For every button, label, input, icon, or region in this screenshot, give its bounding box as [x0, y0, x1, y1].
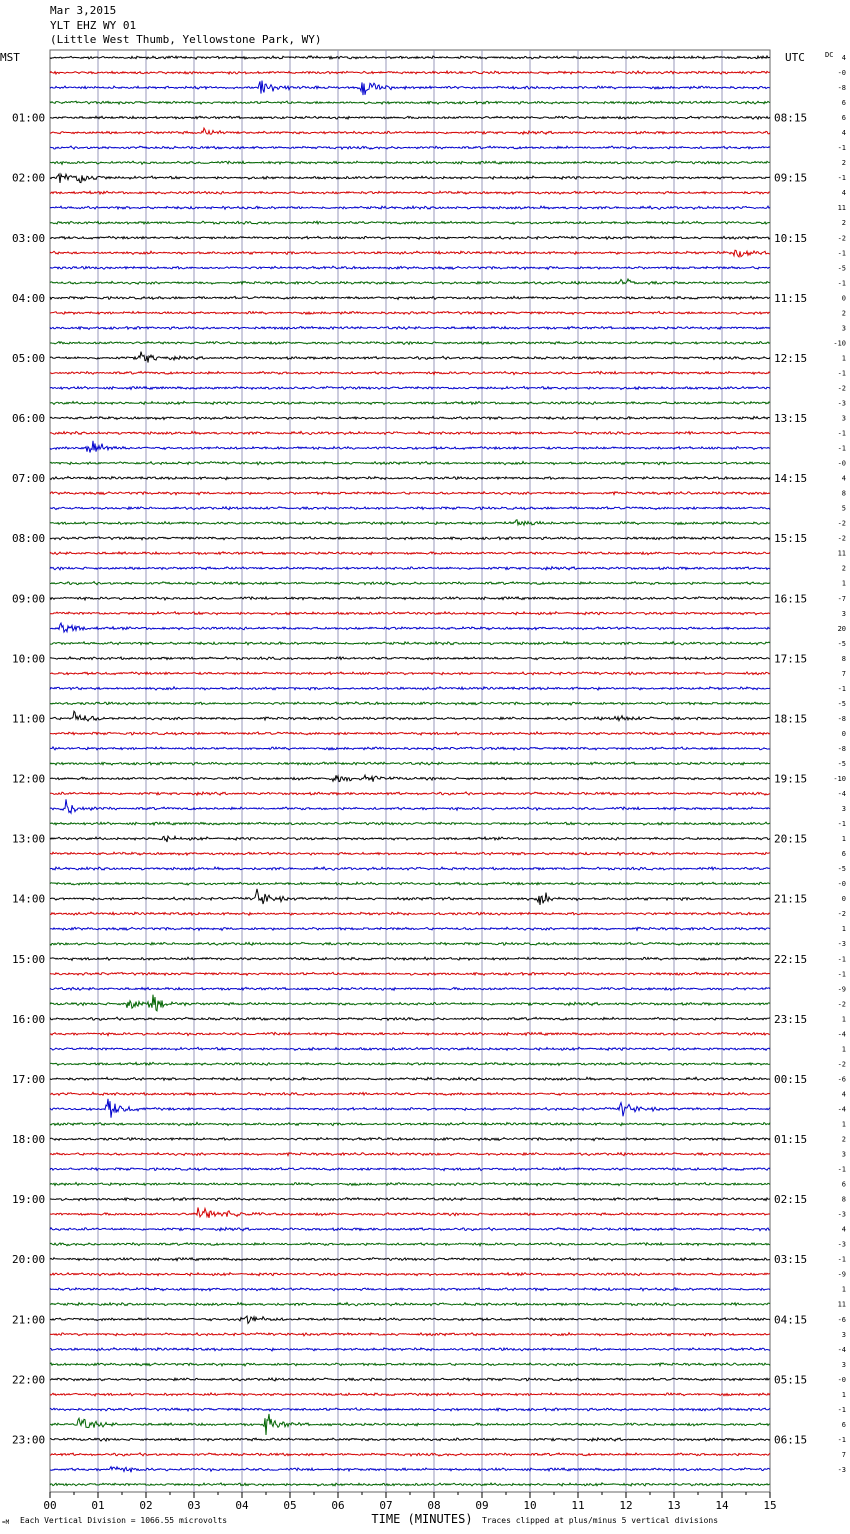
utc-hour-label: 15:15 — [774, 532, 808, 546]
trace-row — [50, 371, 770, 374]
dc-offset-label: 2 — [841, 159, 846, 168]
utc-hour-label: 16:15 — [774, 592, 808, 606]
utc-hour-label: 12:15 — [774, 351, 808, 365]
utc-hour-label: 09:15 — [774, 171, 808, 185]
trace-row — [50, 1288, 770, 1291]
trace-row — [50, 1198, 770, 1201]
dc-offset-label: -1 — [837, 1255, 846, 1264]
trace-row — [50, 1168, 770, 1171]
utc-hour-label: 20:15 — [774, 832, 808, 846]
x-tick-label: 12 — [619, 1499, 633, 1512]
mst-hour-label: 02:00 — [12, 171, 46, 185]
dc-offset-label: 3 — [841, 609, 846, 618]
x-tick-label: 09 — [475, 1499, 489, 1512]
utc-hour-label: 03:15 — [774, 1253, 808, 1267]
dc-offset-label: -9 — [837, 1270, 846, 1279]
dc-offset-label: 2 — [841, 219, 846, 228]
dc-offset-label: -5 — [837, 639, 846, 648]
trace-row — [50, 987, 770, 990]
mst-hour-label: 13:00 — [12, 832, 46, 846]
utc-hour-label: 17:15 — [774, 652, 808, 666]
trace-row — [50, 597, 770, 600]
dc-offset-label: -1 — [837, 820, 846, 829]
dc-offset-label: -3 — [837, 1465, 846, 1474]
trace-row — [50, 1092, 770, 1095]
left-timezone-label: MST — [0, 51, 20, 64]
trace-row — [50, 642, 770, 645]
mst-hour-label: 03:00 — [12, 231, 46, 245]
trace-row — [50, 1153, 770, 1156]
utc-hour-label: 13:15 — [774, 412, 808, 426]
scale-marker: =M — [2, 1519, 10, 1526]
dc-offset-label: 1 — [841, 1045, 846, 1054]
dc-offset-label: 6 — [841, 1420, 846, 1429]
utc-hour-label: 22:15 — [774, 952, 808, 966]
trace-row — [50, 972, 770, 975]
x-tick-label: 00 — [43, 1499, 57, 1512]
utc-hour-label: 14:15 — [774, 472, 808, 486]
dc-offset-label: 4 — [841, 189, 846, 198]
dc-offset-label: 3 — [841, 805, 846, 814]
dc-offset-label: 11 — [837, 549, 846, 558]
trace-row — [50, 822, 770, 825]
dc-offset-label: 8 — [841, 654, 846, 663]
trace-row — [50, 1483, 770, 1486]
dc-offset-label: -8 — [837, 84, 846, 93]
utc-hour-label: 23:15 — [774, 1012, 808, 1026]
trace-row — [50, 1273, 770, 1276]
trace-row — [50, 732, 770, 735]
trace-row — [50, 236, 770, 239]
dc-offset-label: 0 — [841, 294, 846, 303]
dc-offset-label: -1 — [837, 1405, 846, 1414]
trace-row — [50, 1333, 770, 1336]
location-label: (Little West Thumb, Yellowstone Park, WY) — [50, 33, 322, 46]
utc-hour-label: 01:15 — [774, 1133, 808, 1147]
station-label: YLT EHZ WY 01 — [50, 18, 137, 32]
mst-hour-label: 01:00 — [12, 111, 46, 125]
dc-offset-label: -5 — [837, 865, 846, 874]
dc-offset-label: -2 — [837, 1060, 846, 1069]
dc-offset-label: -2 — [837, 384, 846, 393]
dc-offset-label: 6 — [841, 850, 846, 859]
trace-row — [50, 462, 770, 465]
mst-hour-label: 06:00 — [12, 412, 46, 426]
dc-offset-label: -2 — [837, 234, 846, 243]
mst-hour-label: 12:00 — [12, 772, 46, 786]
trace-row — [50, 174, 770, 183]
trace-row — [50, 441, 770, 453]
trace-row — [50, 882, 770, 885]
seismic-traces — [50, 56, 770, 1486]
trace-row — [50, 279, 770, 284]
dc-offset-label: 6 — [841, 99, 846, 108]
trace-row — [50, 1137, 770, 1140]
trace-row — [50, 612, 770, 615]
dc-offset-label: 1 — [841, 1390, 846, 1399]
mst-hour-label: 07:00 — [12, 472, 46, 486]
dc-offset-label: 4 — [841, 1090, 846, 1099]
dc-offset-label: 4 — [841, 1225, 846, 1234]
trace-row — [50, 1438, 770, 1441]
dc-offset-label: -5 — [837, 759, 846, 768]
mst-hour-label: 17:00 — [12, 1072, 46, 1086]
dc-offset-label: 1 — [841, 1285, 846, 1294]
trace-row — [50, 711, 770, 721]
dc-offset-label: -1 — [837, 684, 846, 693]
dc-offset-label: -10 — [833, 339, 846, 348]
trace-row — [50, 889, 770, 905]
dc-offset-label: -1 — [837, 444, 846, 453]
dc-offset-label: -6 — [837, 1075, 846, 1084]
utc-hour-label: 21:15 — [774, 892, 808, 906]
dc-offset-label: 5 — [841, 504, 846, 513]
trace-row — [50, 1208, 770, 1218]
trace-row — [50, 1077, 770, 1080]
dc-offset-label: -3 — [837, 1210, 846, 1219]
dc-offset-label: -3 — [837, 940, 846, 949]
trace-row — [50, 477, 770, 480]
trace-row — [50, 71, 770, 74]
trace-row — [50, 942, 770, 945]
dc-offset-label: 3 — [841, 1150, 846, 1159]
dc-offset-label: 8 — [841, 1195, 846, 1204]
dc-offset-label: -1 — [837, 144, 846, 153]
mst-hour-label: 05:00 — [12, 351, 46, 365]
mst-hour-label: 18:00 — [12, 1133, 46, 1147]
dc-offset-label: -4 — [837, 1030, 846, 1039]
dc-offset-label: -1 — [837, 1165, 846, 1174]
utc-hour-label: 04:15 — [774, 1313, 808, 1327]
dc-offset-label: -8 — [837, 744, 846, 753]
trace-row — [50, 1348, 770, 1351]
trace-row — [50, 657, 770, 660]
trace-row — [50, 1062, 770, 1065]
utc-hour-label: 06:15 — [774, 1433, 808, 1447]
trace-row — [50, 912, 770, 915]
trace-row — [50, 266, 770, 269]
dc-offset-label: -1 — [837, 279, 846, 288]
dc-offset-label: 4 — [841, 54, 846, 63]
dc-offset-label: 3 — [841, 324, 846, 333]
dc-offset-label: 7 — [841, 1450, 846, 1459]
trace-row — [50, 101, 770, 104]
x-tick-label: 06 — [331, 1499, 345, 1512]
x-tick-label: 14 — [715, 1499, 729, 1512]
mst-hour-label: 19:00 — [12, 1193, 46, 1207]
dc-offset-label: 6 — [841, 114, 846, 123]
dc-offset-label: -3 — [837, 399, 846, 408]
trace-row — [50, 747, 770, 750]
dc-offset-label: 2 — [841, 1135, 846, 1144]
trace-row — [50, 342, 770, 345]
dc-offset-label: -1 — [837, 369, 846, 378]
x-tick-label: 03 — [187, 1499, 201, 1512]
trace-row — [50, 1122, 770, 1125]
dc-offset-label: -8 — [837, 714, 846, 723]
utc-hour-label: 00:15 — [774, 1072, 808, 1086]
x-tick-label: 15 — [763, 1499, 777, 1512]
dc-offset-label: -5 — [837, 264, 846, 273]
trace-row — [50, 552, 770, 555]
trace-row — [50, 296, 770, 299]
date-label: Mar 3,2015 — [50, 4, 117, 17]
dc-offset-label: 3 — [841, 1360, 846, 1369]
dc-offset-label: -1 — [837, 1435, 846, 1444]
trace-row — [50, 431, 770, 434]
trace-row — [50, 957, 770, 960]
mst-hour-label: 23:00 — [12, 1433, 46, 1447]
mst-hour-label: 22:00 — [12, 1373, 46, 1387]
dc-offset-label: 1 — [841, 925, 846, 934]
trace-row — [50, 1183, 770, 1186]
trace-row — [50, 191, 770, 194]
dc-offset-label: -7 — [837, 594, 846, 603]
dc-offset-label: 11 — [837, 204, 846, 213]
trace-row — [50, 927, 770, 930]
trace-row — [50, 1099, 770, 1118]
dc-offset-label: -5 — [837, 699, 846, 708]
dc-offset-label: 0 — [841, 729, 846, 738]
dc-offset-label: 0 — [841, 895, 846, 904]
utc-hour-label: 10:15 — [774, 231, 808, 245]
dc-offset-label: -1 — [837, 955, 846, 964]
dc-header-label: DC — [825, 51, 834, 59]
axis-labels — [12, 54, 846, 1512]
trace-row — [50, 775, 770, 782]
utc-hour-label: 19:15 — [774, 772, 808, 786]
dc-offset-label: -2 — [837, 534, 846, 543]
dc-offset-label: 1 — [841, 354, 846, 363]
trace-row — [50, 1467, 770, 1473]
utc-hour-label: 02:15 — [774, 1193, 808, 1207]
x-tick-label: 07 — [379, 1499, 393, 1512]
mst-hour-label: 14:00 — [12, 892, 46, 906]
dc-offset-label: 1 — [841, 1120, 846, 1129]
x-tick-label: 05 — [283, 1499, 297, 1512]
trace-row — [50, 1378, 770, 1381]
x-tick-label: 02 — [139, 1499, 153, 1512]
trace-row — [50, 799, 770, 813]
dc-offset-label: -4 — [837, 1105, 846, 1114]
trace-row — [50, 386, 770, 389]
dc-offset-label: -2 — [837, 1000, 846, 1009]
dc-offset-label: -2 — [837, 910, 846, 919]
dc-offset-label: -0 — [837, 69, 846, 78]
clipping-note: Traces clipped at plus/minus 5 vertical divisions — [482, 1516, 719, 1525]
trace-row — [50, 867, 770, 870]
trace-row — [50, 836, 770, 842]
trace-row — [50, 1414, 770, 1435]
x-tick-label: 13 — [667, 1499, 681, 1512]
trace-row — [50, 520, 770, 525]
dc-offset-label: -4 — [837, 790, 846, 799]
trace-row — [50, 352, 770, 363]
trace-row — [50, 1047, 770, 1050]
dc-offset-label: -9 — [837, 985, 846, 994]
trace-row — [50, 623, 770, 632]
dc-offset-label: 11 — [837, 1300, 846, 1309]
trace-row — [50, 762, 770, 765]
dc-offset-label: 3 — [841, 414, 846, 423]
mst-hour-label: 20:00 — [12, 1253, 46, 1267]
trace-row — [50, 1228, 770, 1231]
trace-row — [50, 687, 770, 690]
trace-row — [50, 1303, 770, 1306]
dc-offset-label: -0 — [837, 459, 846, 468]
x-axis-title: TIME (MINUTES) — [371, 1512, 473, 1526]
dc-offset-label: 1 — [841, 1015, 846, 1024]
dc-offset-label: 3 — [841, 1330, 846, 1339]
dc-offset-label: 20 — [837, 624, 846, 633]
trace-row — [50, 672, 770, 675]
x-tick-label: 08 — [427, 1499, 441, 1512]
x-tick-label: 04 — [235, 1499, 249, 1512]
trace-row — [50, 1316, 770, 1323]
dc-offset-label: -2 — [837, 519, 846, 528]
trace-row — [50, 1243, 770, 1246]
dc-offset-label: 2 — [841, 564, 846, 573]
trace-row — [50, 1363, 770, 1366]
dc-offset-label: -1 — [837, 429, 846, 438]
trace-row — [50, 221, 770, 224]
x-tick-label: 10 — [523, 1499, 537, 1512]
dc-offset-label: 7 — [841, 669, 846, 678]
trace-row — [50, 401, 770, 404]
mst-hour-label: 04:00 — [12, 291, 46, 305]
dc-offset-label: -1 — [837, 970, 846, 979]
dc-offset-label: 8 — [841, 489, 846, 498]
mst-hour-label: 11:00 — [12, 712, 46, 726]
trace-row — [50, 116, 770, 119]
dc-offset-label: -1 — [837, 174, 846, 183]
trace-row — [50, 507, 770, 510]
trace-row — [50, 537, 770, 540]
trace-row — [50, 250, 770, 257]
trace-row — [50, 1258, 770, 1261]
trace-row — [50, 1393, 770, 1396]
dc-offset-label: -1 — [837, 249, 846, 258]
trace-row — [50, 852, 770, 855]
mst-hour-label: 09:00 — [12, 592, 46, 606]
dc-offset-label: 4 — [841, 474, 846, 483]
mst-hour-label: 08:00 — [12, 532, 46, 546]
dc-offset-label: 4 — [841, 129, 846, 138]
dc-offset-label: 1 — [841, 835, 846, 844]
trace-row — [50, 161, 770, 164]
trace-row — [50, 492, 770, 495]
trace-row — [50, 311, 770, 314]
dc-offset-label: -10 — [833, 775, 846, 784]
trace-row — [50, 1017, 770, 1020]
trace-row — [50, 417, 770, 420]
dc-offset-label: -0 — [837, 880, 846, 889]
mst-hour-label: 21:00 — [12, 1313, 46, 1327]
dc-offset-label: -4 — [837, 1345, 846, 1354]
dc-offset-label: 6 — [841, 1180, 846, 1189]
trace-row — [50, 995, 770, 1011]
trace-row — [50, 567, 770, 570]
right-timezone-label: UTC — [785, 51, 805, 64]
trace-row — [50, 56, 770, 59]
trace-row — [50, 1032, 770, 1035]
trace-row — [50, 792, 770, 795]
dc-offset-label: 2 — [841, 309, 846, 318]
dc-offset-label: 1 — [841, 579, 846, 588]
x-tick-label: 11 — [571, 1499, 585, 1512]
x-tick-label: 01 — [91, 1499, 105, 1512]
trace-row — [50, 1408, 770, 1411]
trace-row — [50, 128, 770, 134]
trace-row — [50, 206, 770, 209]
vertical-division-note: Each Vertical Division = 1066.55 microvolts — [20, 1516, 228, 1525]
utc-hour-label: 08:15 — [774, 111, 808, 125]
trace-row — [50, 1453, 770, 1456]
utc-hour-label: 05:15 — [774, 1373, 808, 1387]
utc-hour-label: 18:15 — [774, 712, 808, 726]
trace-row — [50, 81, 770, 96]
utc-hour-label: 11:15 — [774, 291, 808, 305]
dc-offset-label: -0 — [837, 1375, 846, 1384]
mst-hour-label: 16:00 — [12, 1012, 46, 1026]
dc-offset-label: -3 — [837, 1240, 846, 1249]
trace-row — [50, 146, 770, 149]
dc-offset-label: -6 — [837, 1315, 846, 1324]
trace-row — [50, 582, 770, 585]
mst-hour-label: 15:00 — [12, 952, 46, 966]
mst-hour-label: 10:00 — [12, 652, 46, 666]
trace-row — [50, 702, 770, 705]
trace-row — [50, 327, 770, 330]
